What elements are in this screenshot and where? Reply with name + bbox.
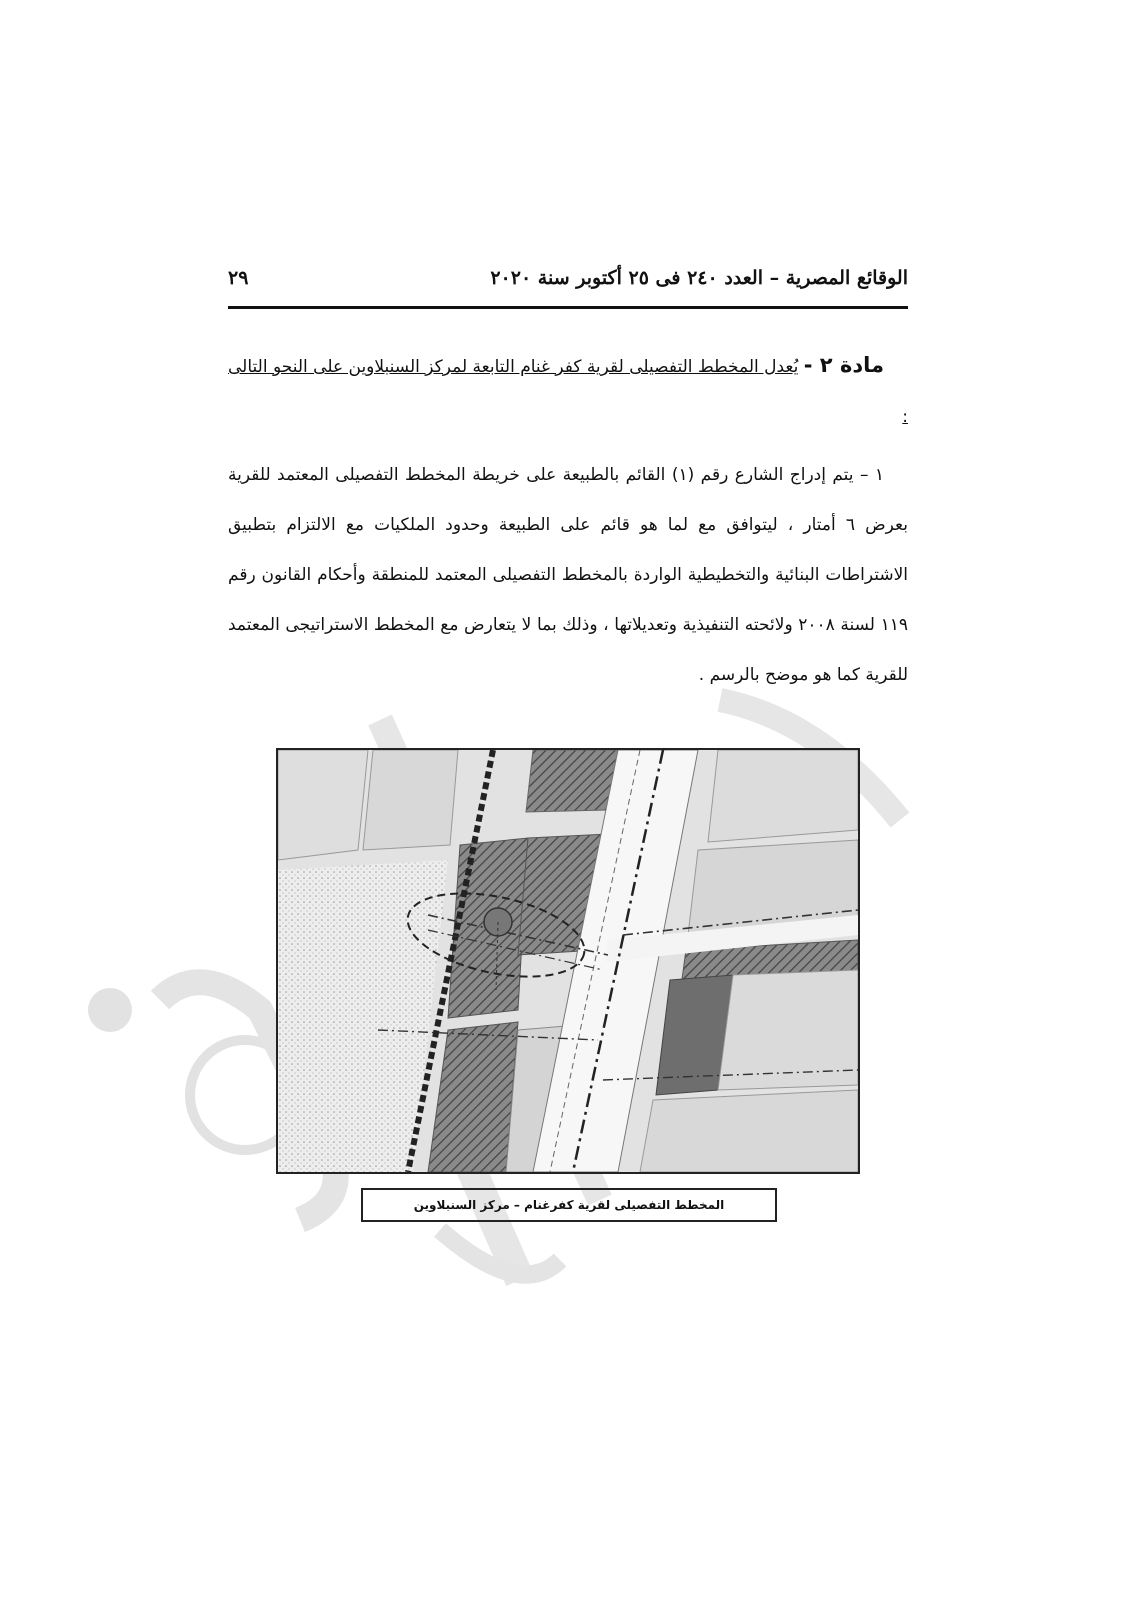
page-header <box>228 258 908 298</box>
article-label: مادة ٢ - <box>803 353 885 377</box>
map-caption-text: المخطط التفصيلى لقرية كفرغنام – مركز السنبلاوين <box>413 1198 725 1212</box>
map-drawing <box>278 750 858 1172</box>
article-text: يُعدل المخطط التفصيلى لقرية كفر غنام التابعة لمركز السنبلاوين على النحو التالى : <box>228 357 908 427</box>
header-title: الوقائع المصرية – العدد ٢٤٠ فى ٢٥ أكتوبر سنة ٢٠٢٠ <box>490 267 908 289</box>
header-divider <box>228 306 908 309</box>
clause-paragraph: ١ – يتم إدراج الشارع رقم (١) القائم بالطبيعة على خريطة المخطط التفصيلى المعتمد للقرية بعرض ٦ أمتار ، ليتوافق مع لما هو قائم على الطبيعة وحدود الملكيات مع الالتزام بتطبيق الاشتراطات البنائية والتخطيطية الواردة بالمخطط التفصيلى المعتمد للمنطقة وأحكام القانون رقم ١١٩ لسنة ٢٠٠٨ ولائحته التنفيذية وتعديلاتها ، وذلك بما لا يتعارض مع المخطط الاستراتيجى المعتمد للقرية كما هو موضح بالرسم . <box>228 465 908 685</box>
page-number: ٢٩ <box>228 267 249 289</box>
document-body <box>228 340 908 700</box>
map-caption <box>361 1188 777 1222</box>
detailed-plan-map <box>276 748 860 1174</box>
article-paragraph <box>228 340 908 442</box>
